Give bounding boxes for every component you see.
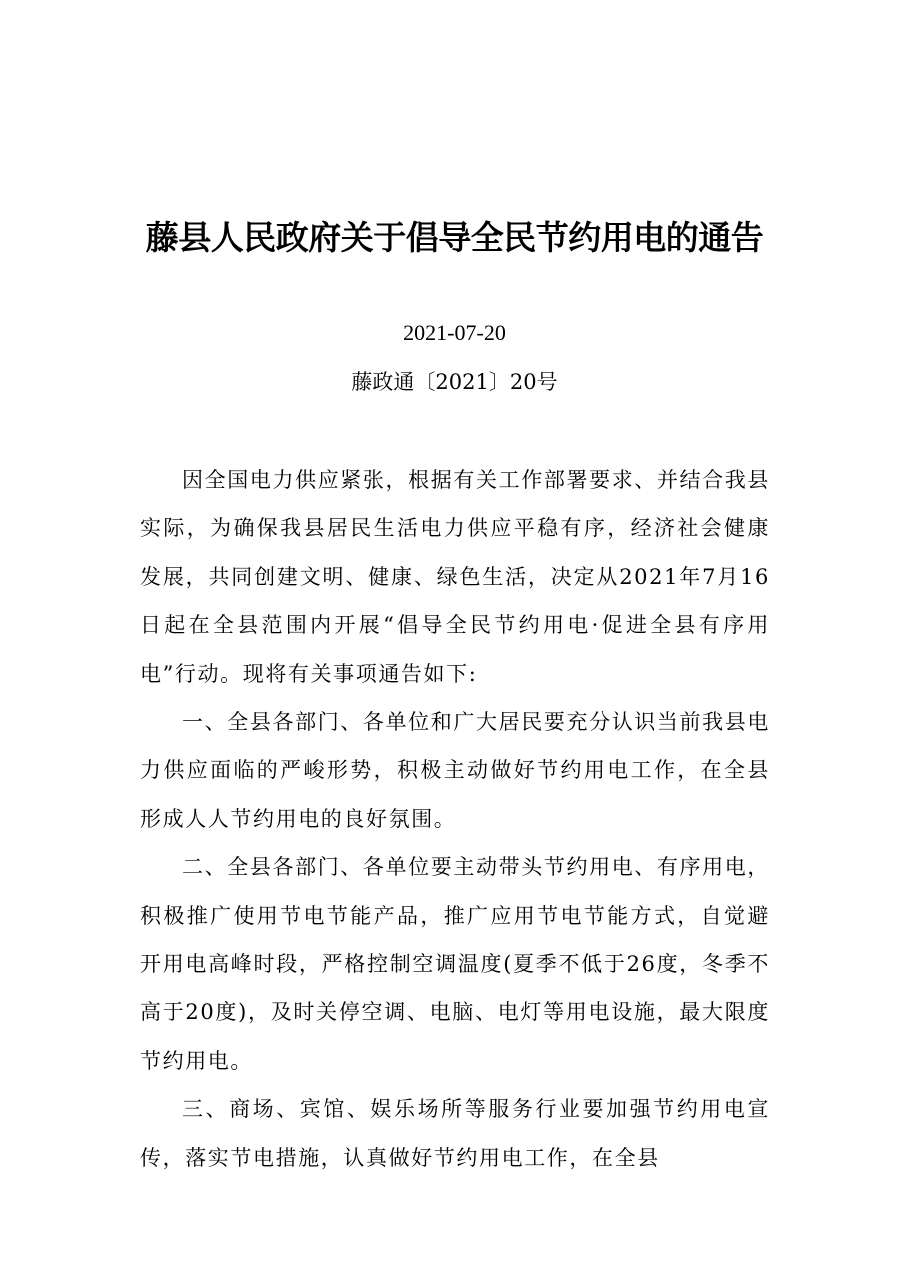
paragraph-intro: 因全国电力供应紧张，根据有关工作部署要求、并结合我县实际，为确保我县居民生活电力供应平稳有序，经济社会健康发展，共同创建文明、健康、绿色生活，决定从2021年7月16日起在全县范围内开展“倡导全民节约用电·促进全县有序用电”行动。现将有关事项通告如下: (140, 468, 770, 686)
paragraph-item-2: 二、全县各部门、各单位要主动带头节约用电、有序用电，积极推广使用节电节能产品，推广应用节电节能方式，自觉避开用电高峰时段，严格控制空调温度(夏季不低于26度，冬季不高于20度)，及时关停空调、电脑、电灯等用电设施，最大限度节约用电。 (140, 855, 770, 1073)
document-number: 藤政通〔2021〕20号 (351, 370, 558, 394)
document-body (140, 456, 770, 1182)
paragraph-item-1: 一、全县各部门、各单位和广大居民要充分认识当前我县电力供应面临的严峻形势，积极主动做好节约用电工作，在全县形成人人节约用电的良好氛围。 (140, 710, 770, 831)
paragraph-item-3: 三、商场、宾馆、娱乐场所等服务行业要加强节约用电宣传，落实节电措施，认真做好节约用电工作，在全县 (140, 1097, 770, 1170)
document-title: 藤县人民政府关于倡导全民节约用电的通告 (145, 218, 764, 257)
document-date: 2021-07-20 (403, 320, 506, 345)
